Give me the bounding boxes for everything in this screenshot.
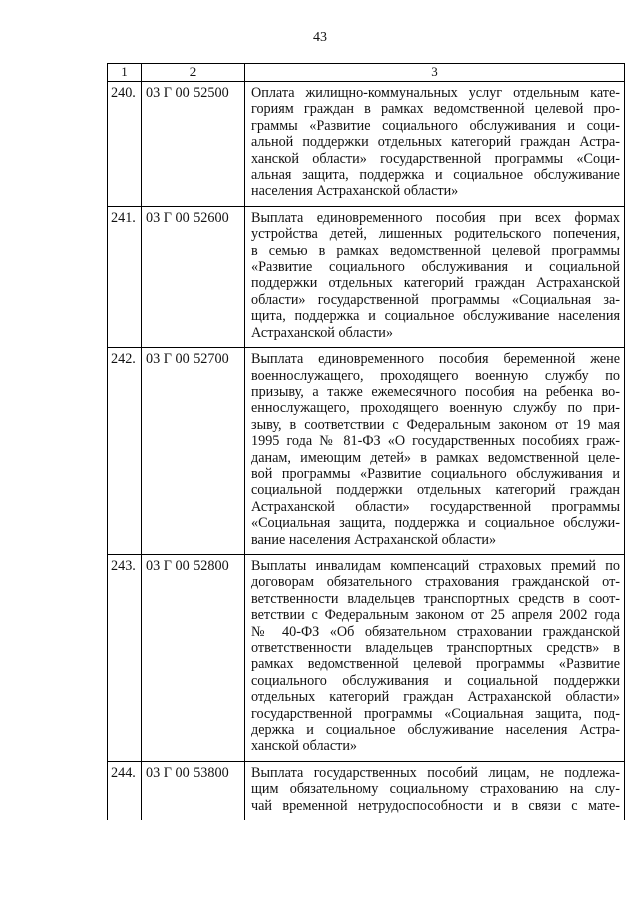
- classification-table: [107, 63, 625, 820]
- description-line: ветствии с Федеральным законом от 25 апреля 2002 года: [251, 607, 620, 624]
- budget-code: 03 Г 00 52800: [142, 554, 245, 761]
- description: [245, 206, 625, 347]
- table-row: [108, 348, 625, 555]
- description-line: держка и социальное обслуживание населения Астра-: [251, 722, 620, 739]
- description-line: Выплата государственных пособий лицам, не подлежа-: [251, 764, 620, 781]
- budget-code: 03 Г 00 52600: [142, 206, 245, 347]
- description-line: военнослужащего, проходящего военную службу по: [251, 367, 620, 384]
- description-line: альной поддержки отдельных категорий граждан Астра-: [251, 134, 620, 151]
- description-line: области» государственной программы «Социальная за-: [251, 291, 620, 308]
- description-line: вание населения Астраханской области»: [251, 531, 497, 548]
- description-line: поддержки отдельных категорий граждан Астраханской: [251, 275, 620, 292]
- description-line: призыву, а также ежемесячного пособия на ребенка во-: [251, 383, 620, 400]
- row-number: 243.: [108, 554, 142, 761]
- description-line: ответственности владельцев транспортных средств» в: [251, 640, 620, 656]
- table-row: [108, 761, 625, 820]
- table-header-row: [108, 64, 625, 82]
- row-number: 240.: [108, 82, 142, 207]
- description-line: в семью в рамках ведомственной целевой программы: [251, 242, 620, 259]
- description-line: гориям граждан в рамках ведомственной целевой про-: [251, 101, 620, 118]
- description-line: Выплата единовременного пособия беременной жене: [251, 351, 620, 368]
- description-line: ханской области» государственной программы «Соци-: [251, 150, 620, 167]
- description-line: «Развитие социального обслуживания и социальной: [251, 259, 620, 276]
- description-line: договорам обязательного страхования гражданской от-: [251, 574, 620, 591]
- column-header-2: 2: [142, 64, 245, 82]
- table-row: [108, 554, 625, 761]
- description: [245, 761, 625, 820]
- description-line: щита, поддержка и социальное обслуживание населения: [251, 308, 620, 325]
- description-line: 1995 года № 81-ФЗ «О государственных пособиях граж-: [251, 433, 620, 450]
- budget-code: 03 Г 00 52700: [142, 348, 245, 555]
- table-row: [108, 206, 625, 347]
- description-line: государственной программы «Социальная защита, под-: [251, 705, 620, 722]
- description-line: рамках ведомственной целевой программы «Развитие: [251, 656, 620, 673]
- description-line: Астраханской области» государственной программы: [251, 498, 620, 515]
- description-line: граммы «Развитие социального обслуживания и соци-: [251, 117, 620, 134]
- column-header-1: 1: [108, 64, 142, 82]
- page-number: 43: [313, 30, 327, 45]
- description-line: вой программы «Развитие социального обслуживания и: [251, 465, 620, 482]
- table-row: [108, 82, 625, 207]
- description-line: населения Астраханской области»: [251, 183, 459, 200]
- budget-code: 03 Г 00 53800: [142, 761, 245, 820]
- row-number: 242.: [108, 348, 142, 555]
- description-line: Выплата единовременного пособия при всех формах: [251, 209, 620, 226]
- description-line: ветственности владельцев транспортных средств в соот-: [251, 590, 620, 607]
- description: [245, 82, 625, 207]
- column-header-3: 3: [245, 64, 625, 82]
- budget-code: 03 Г 00 52500: [142, 82, 245, 207]
- row-number: 244.: [108, 761, 142, 820]
- description-line: еннослужащего, проходящего военную службу по при-: [251, 400, 620, 417]
- description-line: № 40-ФЗ «Об обязательном страховании гражданской: [251, 623, 620, 640]
- description-line: социальной поддержки отдельных категорий граждан: [251, 482, 620, 499]
- description: [245, 348, 625, 555]
- description-line: альная защита, поддержка и социальное обслуживание: [251, 167, 620, 184]
- description-line: данам, имеющим детей» в рамках ведомственной целе-: [251, 449, 620, 466]
- description-line: чай временной нетрудоспособности и в связи с мате-: [251, 797, 620, 814]
- description-line: зыву, в соответствии с Федеральным законом от 19 мая: [251, 416, 620, 433]
- description-line: отдельных категорий граждан Астраханской области»: [251, 689, 620, 706]
- description-line: «Социальная защита, поддержка и социальное обслужи-: [251, 515, 620, 532]
- row-number: 241.: [108, 206, 142, 347]
- description: [245, 554, 625, 761]
- description-line: щим обязательному социальному страхованию на слу-: [251, 781, 620, 798]
- description-line: Оплата жилищно-коммунальных услуг отдельным кате-: [251, 85, 620, 101]
- description-line: Астраханской области»: [251, 324, 393, 341]
- description-line: Выплаты инвалидам компенсаций страховых премий по: [251, 557, 620, 574]
- description-line: социального обслуживания и социальной поддержки: [251, 672, 620, 689]
- description-line: ханской области»: [251, 738, 358, 755]
- description-line: устройства детей, лишенных родительского попечения,: [251, 226, 620, 243]
